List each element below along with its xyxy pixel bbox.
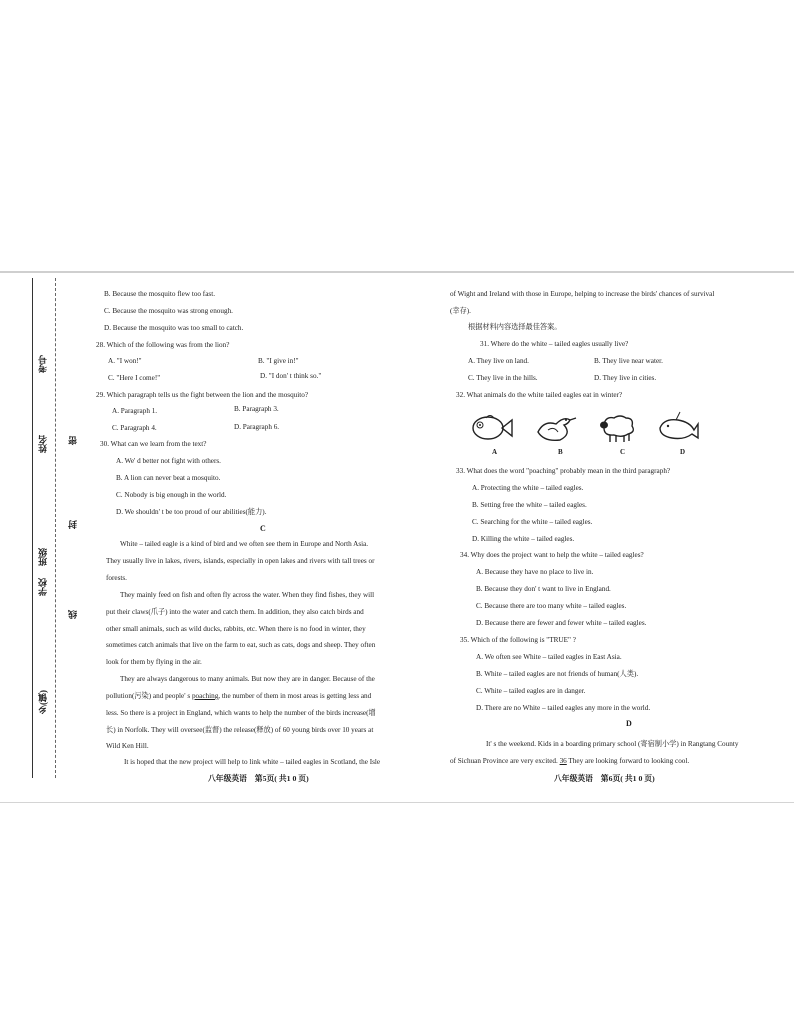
- q33-question: 33. What does the word "poaching" probably mean in the third paragraph?: [456, 467, 671, 475]
- q31-option-b: B. They live near water.: [594, 357, 663, 365]
- page-bottom-edge: [0, 802, 794, 803]
- q35-option-d: D. There are no White – tailed eagles any more in the world.: [476, 704, 651, 712]
- q28-option-a: A. "I won!": [108, 357, 142, 365]
- name-label: 姓名: [38, 435, 48, 453]
- passage-c-line-12: 长) in Norfolk. They will oversee(监督) the release(释放) of 60 young birds over 10 years at: [106, 726, 374, 734]
- passage-c-line-3: forests.: [106, 574, 127, 582]
- binding-margin-line: [32, 278, 33, 778]
- q31-option-a: A. They live on land.: [468, 357, 529, 365]
- passage-d-line-1: It' s the weekend. Kids in a boarding primary school (寄宿制小学) in Rangtang County: [486, 740, 739, 748]
- q32-label-d: D: [680, 448, 686, 456]
- q34-question: 34. Why does the project want to help the white – tailed eagles?: [460, 551, 644, 559]
- q34-option-b: B. Because they don' t want to live in England.: [476, 585, 611, 593]
- seal-mark-mi: 密: [68, 436, 78, 445]
- q30-option-a: A. We' d better not fight with others.: [116, 457, 221, 465]
- q28-option-b: B. "I give in!": [258, 357, 299, 365]
- q29-option-c: C. Paragraph 4.: [112, 424, 157, 432]
- q30-option-b: B. A lion can never beat a mosquito.: [116, 474, 221, 482]
- q35-option-b: B. White – tailed eagles are not friends of human(人类).: [476, 670, 639, 678]
- q31-option-d: D. They live in cities.: [594, 374, 657, 382]
- page-6-footer: 八年级英语 第6页( 共1 0 页): [554, 774, 655, 783]
- passage-d-line-2: of Sichuan Province are very excited. 36 They are looking forward to looking cool.: [450, 757, 690, 765]
- q33-option-d: D. Killing the white – tailed eagles.: [472, 535, 575, 543]
- section-d-heading: D: [626, 719, 632, 728]
- binding-dashed-line: [55, 278, 56, 778]
- q30-option-c: C. Nobody is big enough in the world.: [116, 491, 227, 499]
- q27-option-d: D. Because the mosquito was too small to catch.: [104, 324, 244, 332]
- town-label: 乡(镇): [38, 690, 48, 714]
- passage-c-line-2: They usually live in lakes, rivers, islands, especially in open lakes and rivers with tall trees or: [106, 557, 375, 565]
- q27-option-c: C. Because the mosquito was strong enough.: [104, 307, 233, 315]
- q34-option-d: D. Because there are fewer and fewer white – tailed eagles.: [476, 619, 647, 627]
- q35-option-c: C. White – tailed eagles are in danger.: [476, 687, 586, 695]
- instruction-text: 根据材料内容选择最佳答案。: [468, 323, 562, 331]
- q33-option-c: C. Searching for the white – tailed eagles.: [472, 518, 593, 526]
- passage-c-line-13: Wild Ken Hill.: [106, 742, 149, 750]
- passage-c-line-10: pollution(污染) and people' s poaching, the number of them in most areas is getting less and: [106, 692, 372, 700]
- exam-number-label: 考号: [38, 355, 48, 373]
- q33-option-a: A. Protecting the white – tailed eagles.: [472, 484, 584, 492]
- q29-option-d: D. Paragraph 6.: [234, 423, 280, 431]
- q28-option-d: D. "I don' t think so.": [260, 372, 322, 380]
- q34-option-a: A. Because they have no place to live in.: [476, 568, 594, 576]
- q34-option-c: C. Because there are too many white – tailed eagles.: [476, 602, 627, 610]
- q32-label-b: B: [558, 448, 563, 456]
- passage-c-line-11: less. So there is a project in England, which wants to help the number of the birds increase(增: [106, 709, 376, 717]
- passage-c-line-1: White – tailed eagle is a kind of bird and we often see them in Europe and North Asia.: [120, 540, 369, 548]
- q30-option-d: D. We shouldn' t be too proud of our abilities(能力).: [116, 508, 267, 516]
- passage-c-continued-2: (幸存).: [450, 307, 471, 315]
- page-top-edge: [0, 271, 794, 273]
- q29-option-a: A. Paragraph 1.: [112, 407, 158, 415]
- passage-c-line-14: It is hoped that the new project will help to link white – tailed eagles in Scotland, the Isle: [124, 758, 381, 766]
- seal-mark-xian: 线: [68, 610, 78, 619]
- q28-question: 28. Which of the following was from the lion?: [96, 341, 230, 349]
- school-label: 学校: [38, 578, 48, 596]
- q27-option-b: B. Because the mosquito flew too fast.: [104, 290, 215, 298]
- class-label: 班级: [38, 548, 48, 566]
- section-c-heading: C: [260, 524, 266, 533]
- passage-c-line-9: They are always dangerous to many animals. But now they are in danger. Because of the: [120, 675, 375, 683]
- q28-option-c: C. "Here I come!": [108, 374, 161, 382]
- seal-mark-feng: 封: [68, 520, 78, 529]
- page-5-footer: 八年级英语 第5页( 共1 0 页): [208, 774, 309, 783]
- q32-label-c: C: [620, 448, 626, 456]
- fish-icon: [470, 410, 514, 446]
- q35-option-a: A. We often see White – tailed eagles in East Asia.: [476, 653, 622, 661]
- duck-icon: [534, 410, 578, 446]
- passage-c-line-7: sometimes catch animals that live on the farm to eat, such as cats, dogs and sheep. They often: [106, 641, 376, 649]
- q32-label-a: A: [492, 448, 498, 456]
- q31-option-c: C. They live in the hills.: [468, 374, 538, 382]
- q30-question: 30. What can we learn from the text?: [100, 440, 207, 448]
- q29-question: 29. Which paragraph tells us the fight between the lion and the mosquito?: [96, 391, 309, 399]
- q29-option-b: B. Paragraph 3.: [234, 405, 279, 413]
- q32-question: 32. What animals do the white tailed eagles eat in winter?: [456, 391, 623, 399]
- passage-c-line-8: look for them by flying in the air.: [106, 658, 202, 666]
- passage-c-line-4: They mainly feed on fish and often fly across the water. When they find fishes, they will: [120, 591, 375, 599]
- poaching-word: poaching: [191, 692, 219, 700]
- q35-question: 35. Which of the following is "TRUE" ?: [460, 636, 576, 644]
- q33-option-b: B. Setting free the white – tailed eagles.: [472, 501, 587, 509]
- blank-36: 36: [559, 757, 567, 765]
- passage-c-line-5: put their claws(爪子) into the water and catch them. In addition, they also catch birds and: [106, 608, 364, 616]
- q32-animal-pictures: [470, 410, 720, 460]
- passage-c-line-6: other small animals, such as wild ducks, rabbits, etc. When there is no food in winter, they: [106, 625, 366, 633]
- q31-question: 31. Where do the white – tailed eagles usually live?: [480, 340, 629, 348]
- whale-icon: [656, 410, 700, 446]
- passage-c-continued-1: of Wight and Ireland with those in Europe, helping to increase the birds' chances of survival: [450, 290, 715, 298]
- sheep-icon: [596, 410, 640, 446]
